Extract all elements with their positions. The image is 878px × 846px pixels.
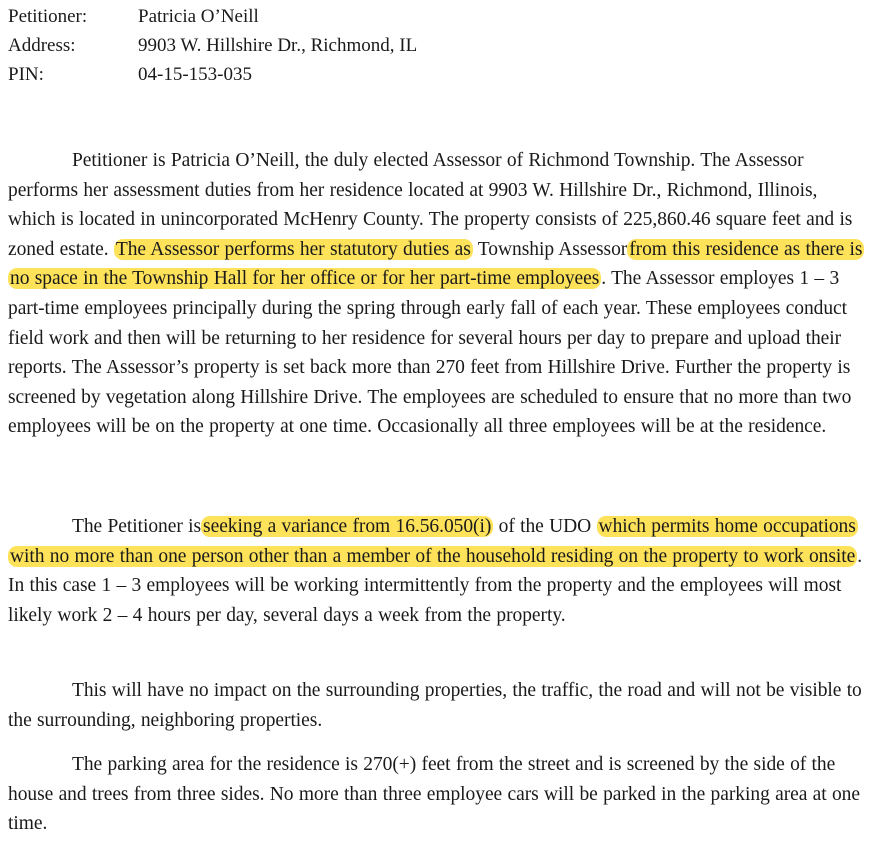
paragraph-2-text-b: of the UDO (493, 516, 597, 537)
petitioner-value: Patricia O’Neill (138, 6, 259, 27)
paragraph-2-text-a: The Petitioner is (72, 516, 202, 537)
header-row-pin (8, 60, 417, 89)
address-value: 9903 W. Hillshire Dr., Richmond, IL (138, 35, 418, 56)
pin-value: 04-15-153-035 (138, 64, 252, 85)
paragraph-no-impact: This will have no impact on the surrounding properties, the traffic, the road and will not be visible to the surrounding, neighboring properties. (8, 680, 862, 731)
paragraph-variance-request (8, 512, 868, 630)
petition-header (8, 2, 417, 89)
paragraph-parking-area: The parking area for the residence is 270(+) feet from the street and is screened by the side of the house and trees from three sides. No more than three employee cars will be parked in the parking area at one time. (8, 754, 860, 835)
paragraph-1-text-a: Petitioner is Patricia O’Neill, the duly elected Assessor of Richmond Township. The Assessor performs her assessment duties from her residence located at 9903 W. Hillshire Dr., Richmond, Illinois, which is located in unincorporated McHenry County. The property consists of 225,860.46 square feet and is zoned estate. (8, 150, 853, 260)
header-row-address (8, 31, 417, 60)
header-row-petitioner (8, 2, 417, 31)
highlight-variance-section: seeking a variance from 16.56.050(i) (203, 516, 492, 537)
paragraph-petitioner-background (8, 146, 868, 442)
address-label: Address: (8, 35, 76, 56)
pin-label: PIN: (8, 64, 44, 85)
paragraph-2-text-c: . In this case 1 – 3 employees will be working intermittently from the property and the employees will most likely work 2 – 4 hours per day, several days a week from the property. (8, 545, 863, 626)
highlight-home-occupation-rule: which permits home occupations with no more than one person other than a member of the household residing on the property to work onsite (10, 516, 856, 567)
paragraph-1-text-b: Township Assessor (472, 238, 628, 260)
petitioner-label: Petitioner: (8, 6, 88, 27)
paragraph-1-text-c: . The Assessor employes 1 – 3 part-time employees principally during the spring through early fall of each year. These employees conduct field work and then will be returning to her residence for several hours per day to prepare and upload their reports. The Assessor’s property is set back more than 270 feet from Hillshire Drive. Further the property is screened by vegetation along Hillshire Drive. The employees are scheduled to ensure that no more than two employees will be on the property at one time. Occasionally all three employees will be at the residence. (8, 268, 852, 438)
highlight-statutory-duties: The Assessor performs her statutory duties as (115, 238, 471, 260)
highlight-no-space-township-hall: from this residence as there is no space in the Township Hall for her office or for her part-time employees (10, 238, 863, 290)
